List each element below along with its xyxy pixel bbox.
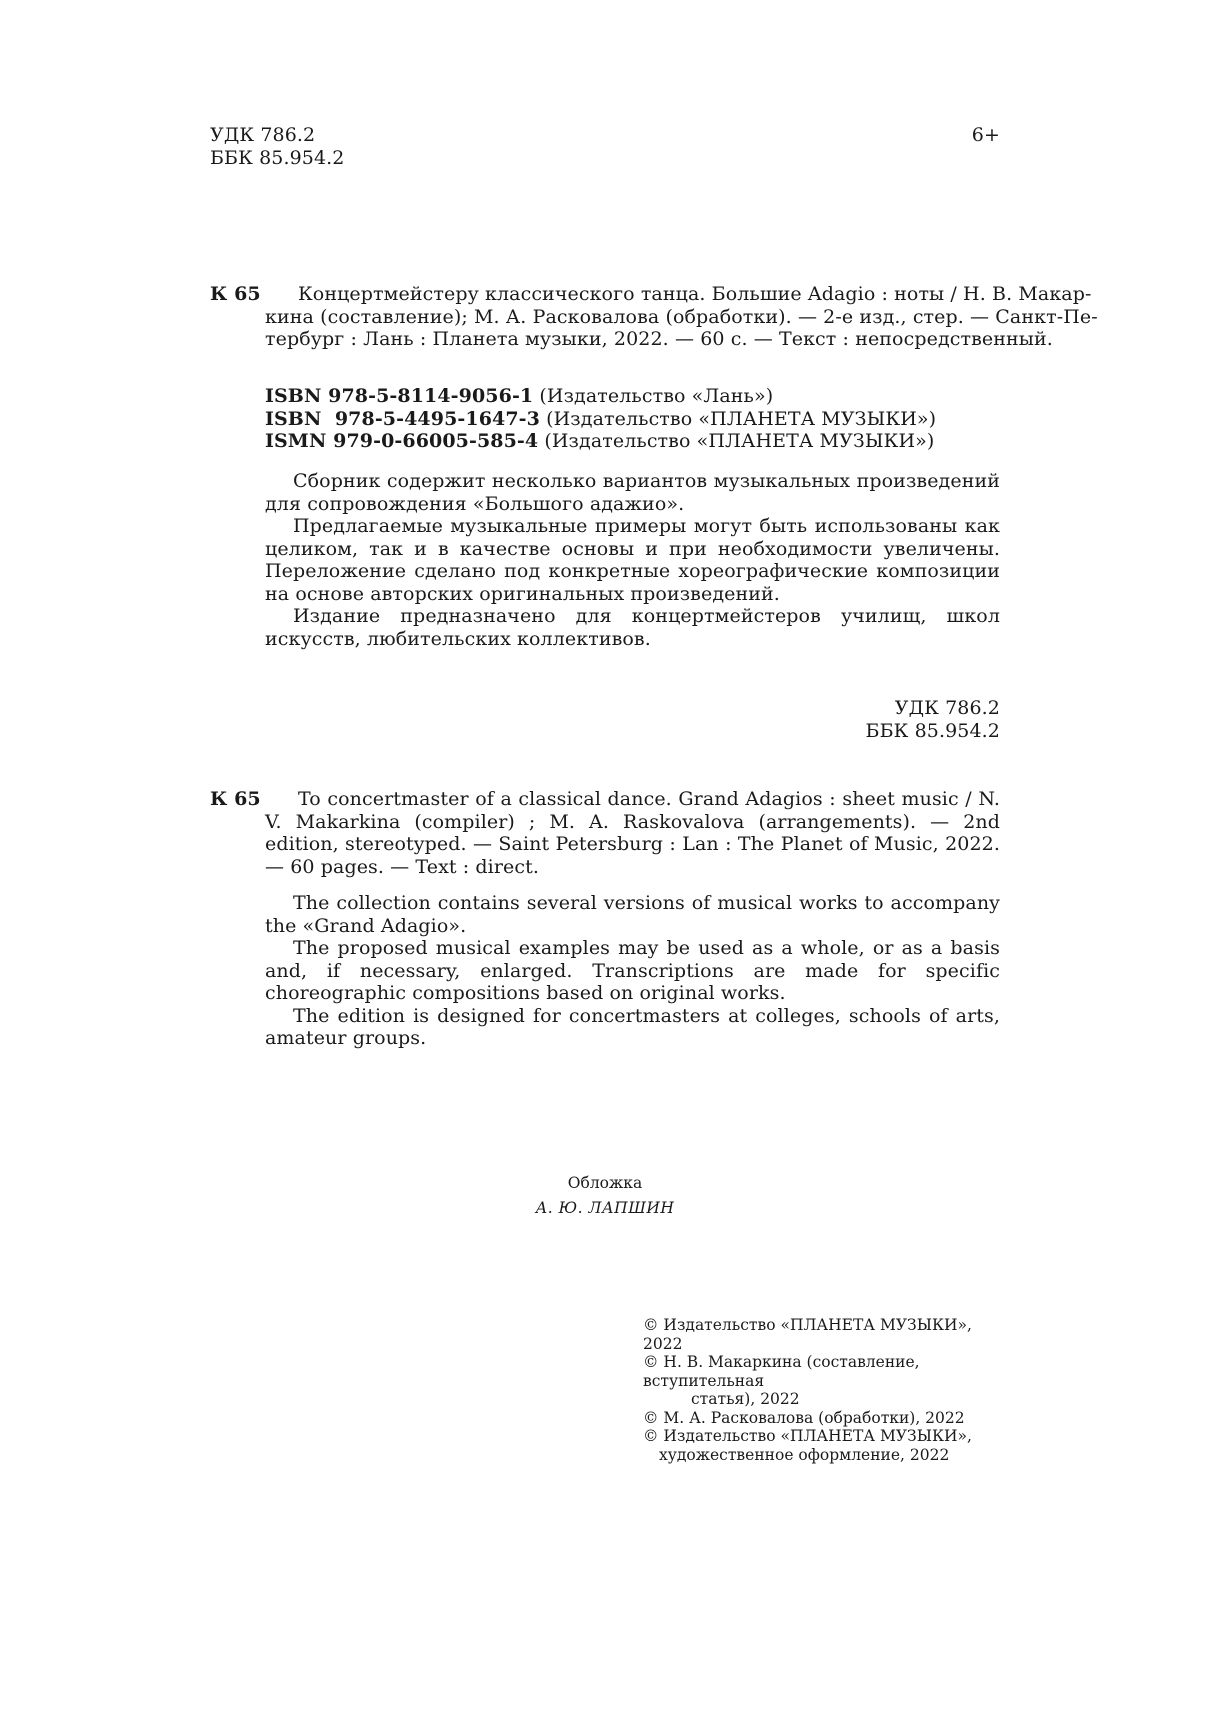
ru-entry-line: Концертмейстеру классического танца. Большие Adagio : ноты / Н. В. Макар- [298, 283, 1092, 305]
ru-annotation-paragraph: Сборник содержит несколько вариантов музыкальных произведений для сопровождения «Большого адажио». [265, 470, 1000, 515]
udk-code: УДК 786.2 [210, 124, 316, 146]
en-annotation [265, 892, 1000, 1050]
cover-label: Обложка [567, 1174, 643, 1192]
en-annotation-paragraph: The collection contains several versions of musical works to accompany the «Grand Adagio». [265, 892, 1000, 937]
cover-artist: А. Ю. ЛАПШИН [535, 1198, 675, 1217]
copyright-item [643, 1316, 1003, 1353]
ru-annotation-paragraph: Предлагаемые музыкальные примеры могут быть использованы как целиком, так и в качестве основы и при необходимости увеличены. Переложение сделано под конкретные хореографические композиции на основе авторских оригинальных произведений. [265, 515, 1000, 605]
en-bibliographic-entry [265, 788, 1000, 878]
isbn-number: ISBN 978-5-8114-9056-1 [265, 385, 534, 407]
ru-annotation [265, 470, 1000, 650]
cover-credit [455, 1174, 755, 1217]
en-entry-text: To concertmaster of a classical dance. Grand Adagios : sheet music / N. V. Makarkina (compiler) ; M. A. Raskovalova (arrangements). — 2nd edition, stereotyped. — Saint Petersburg : Lan : The Planet of Music, 2022. — 60 pages. — Text : direct. [265, 788, 1000, 878]
copyright-line: © М. А. Расковалова (обработки), 2022 [643, 1408, 965, 1427]
isbn-publisher: (Издательство «Лань») [533, 385, 774, 407]
en-annotation-paragraph: The edition is designed for concertmasters at colleges, schools of arts, amateur groups. [265, 1004, 1000, 1049]
ru-annotation-paragraph: Издание предназначено для концертмейстеров училищ, школ искусств, любительских коллективов. [265, 605, 1000, 650]
isbn-line [265, 430, 1000, 453]
copyright-line-continued: художественное оформление, 2022 [659, 1445, 950, 1464]
bbk-code: ББК 85.954.2 [210, 146, 345, 169]
isbn-line [265, 385, 1000, 408]
bbk-code: ББК 85.954.2 [865, 719, 1000, 742]
en-classification [700, 697, 1000, 742]
isbn-publisher: (Издательство «ПЛАНЕТА МУЗЫКИ») [539, 407, 937, 430]
copyright-line: © Издательство «ПЛАНЕТА МУЗЫКИ», 2022 [643, 1316, 972, 1353]
isbn-block [265, 385, 1000, 453]
copyright-item [643, 1353, 1003, 1409]
copyright-line-continued: статья), 2022 [691, 1390, 800, 1408]
en-annotation-paragraph: The proposed musical examples may be used as a whole, or as a basis and, if necessary, enlarged. Transcriptions are made for specific choreographic compositions based on original works. [265, 937, 1000, 1004]
copyright-block [643, 1316, 1003, 1464]
header-classification [210, 124, 344, 169]
age-rating: 6+ [971, 124, 1000, 146]
isbn-publisher: (Издательство «ПЛАНЕТА МУЗЫКИ») [538, 430, 935, 452]
ru-entry-line: тербург : Лань : Планета музыки, 2022. — 60 с. — Текст : непосредственный. [265, 328, 1053, 350]
ru-entry-line: кина (составление); М. А. Расковалова (обработки). — 2-е изд., стер. — Санкт-Пе- [265, 305, 1098, 328]
copyright-line: © Н. В. Макаркина (составление, вступительная [643, 1353, 920, 1390]
ru-bibliographic-entry [265, 283, 1098, 351]
copyright-item [643, 1427, 1003, 1464]
en-author-code: К 65 [210, 788, 261, 810]
ismn-number: ISMN 979-0-66005-585-4 [265, 430, 539, 452]
ru-author-code: К 65 [210, 283, 261, 305]
udk-code: УДК 786.2 [894, 697, 1000, 719]
copyright-line: © Издательство «ПЛАНЕТА МУЗЫКИ», [643, 1427, 972, 1445]
isbn-number: ISBN 978-5-4495-1647-3 [265, 407, 540, 430]
isbn-line [265, 408, 1000, 431]
copyright-item [643, 1409, 1003, 1428]
